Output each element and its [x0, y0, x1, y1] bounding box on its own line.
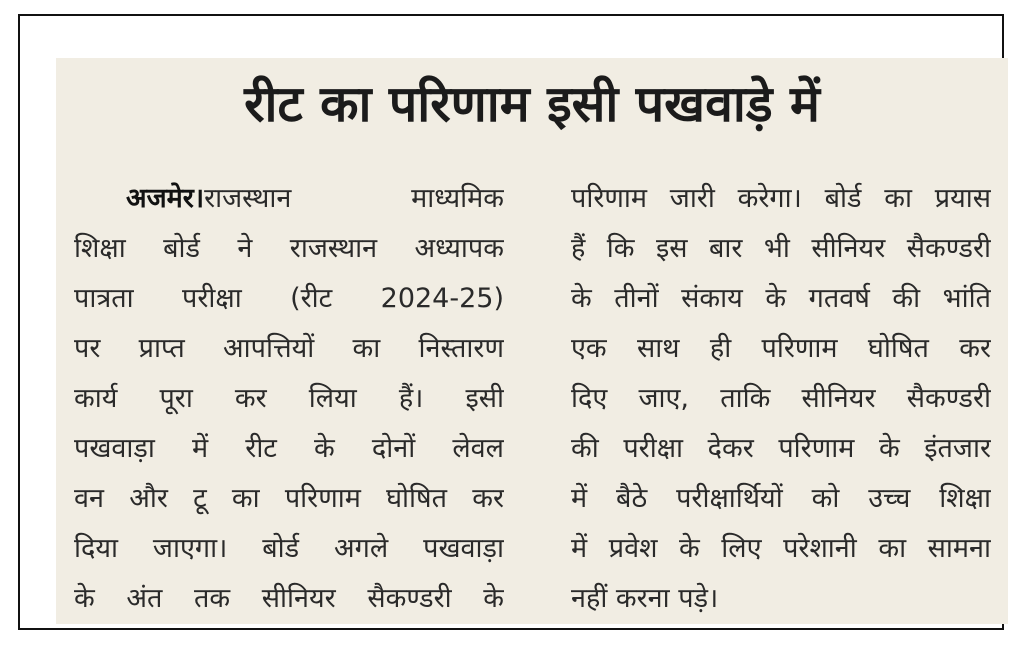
dateline: अजमेर। [126, 183, 205, 214]
right-column [571, 174, 991, 624]
text-line: वन और टू का परिणाम घोषित कर [74, 483, 504, 514]
headline: रीट का परिणाम इसी पखवाड़े में [244, 75, 820, 133]
text-line: परिणाम जारी करेगा। बोर्ड का प्रयास [571, 183, 991, 214]
page-margin [0, 640, 1024, 651]
text-line: शिक्षा बोर्ड ने राजस्थान अध्यापक [74, 233, 504, 264]
text-line: नहीं करना पड़े। [571, 583, 719, 614]
text-line: के तीनों संकाय के गतवर्ष की भांति [571, 283, 991, 314]
text-line: हैं कि इस बार भी सीनियर सैकण्डरी [571, 233, 991, 264]
left-column [74, 174, 504, 624]
text-line: की परीक्षा देकर परिणाम के इंतजार [571, 433, 991, 464]
text-line: कार्य पूरा कर लिया हैं। इसी [74, 383, 504, 414]
text-line: दिए जाए, ताकि सीनियर सैकण्डरी [571, 383, 991, 414]
text-line: के अंत तक सीनियर सैकण्डरी के [74, 583, 504, 614]
clipping-frame [18, 14, 1004, 630]
news-clipping [56, 58, 1008, 624]
text-line: में प्रवेश के लिए परेशानी का सामना [571, 533, 991, 564]
text-line-content: राजस्थान माध्यमिक [204, 183, 504, 214]
text-line: में बैठे परीक्षार्थियों को उच्च शिक्षा [571, 483, 991, 514]
text-line: पखवाड़ा में रीट के दोनों लेवल [74, 433, 504, 464]
text-line: पर प्राप्त आपत्तियों का निस्तारण [74, 333, 504, 364]
text-line: दिया जाएगा। बोर्ड अगले पखवाड़ा [74, 533, 504, 564]
text-line [74, 174, 504, 224]
text-line: पात्रता परीक्षा (रीट 2024-25) [74, 283, 504, 314]
text-line: एक साथ ही परिणाम घोषित कर [571, 333, 991, 364]
